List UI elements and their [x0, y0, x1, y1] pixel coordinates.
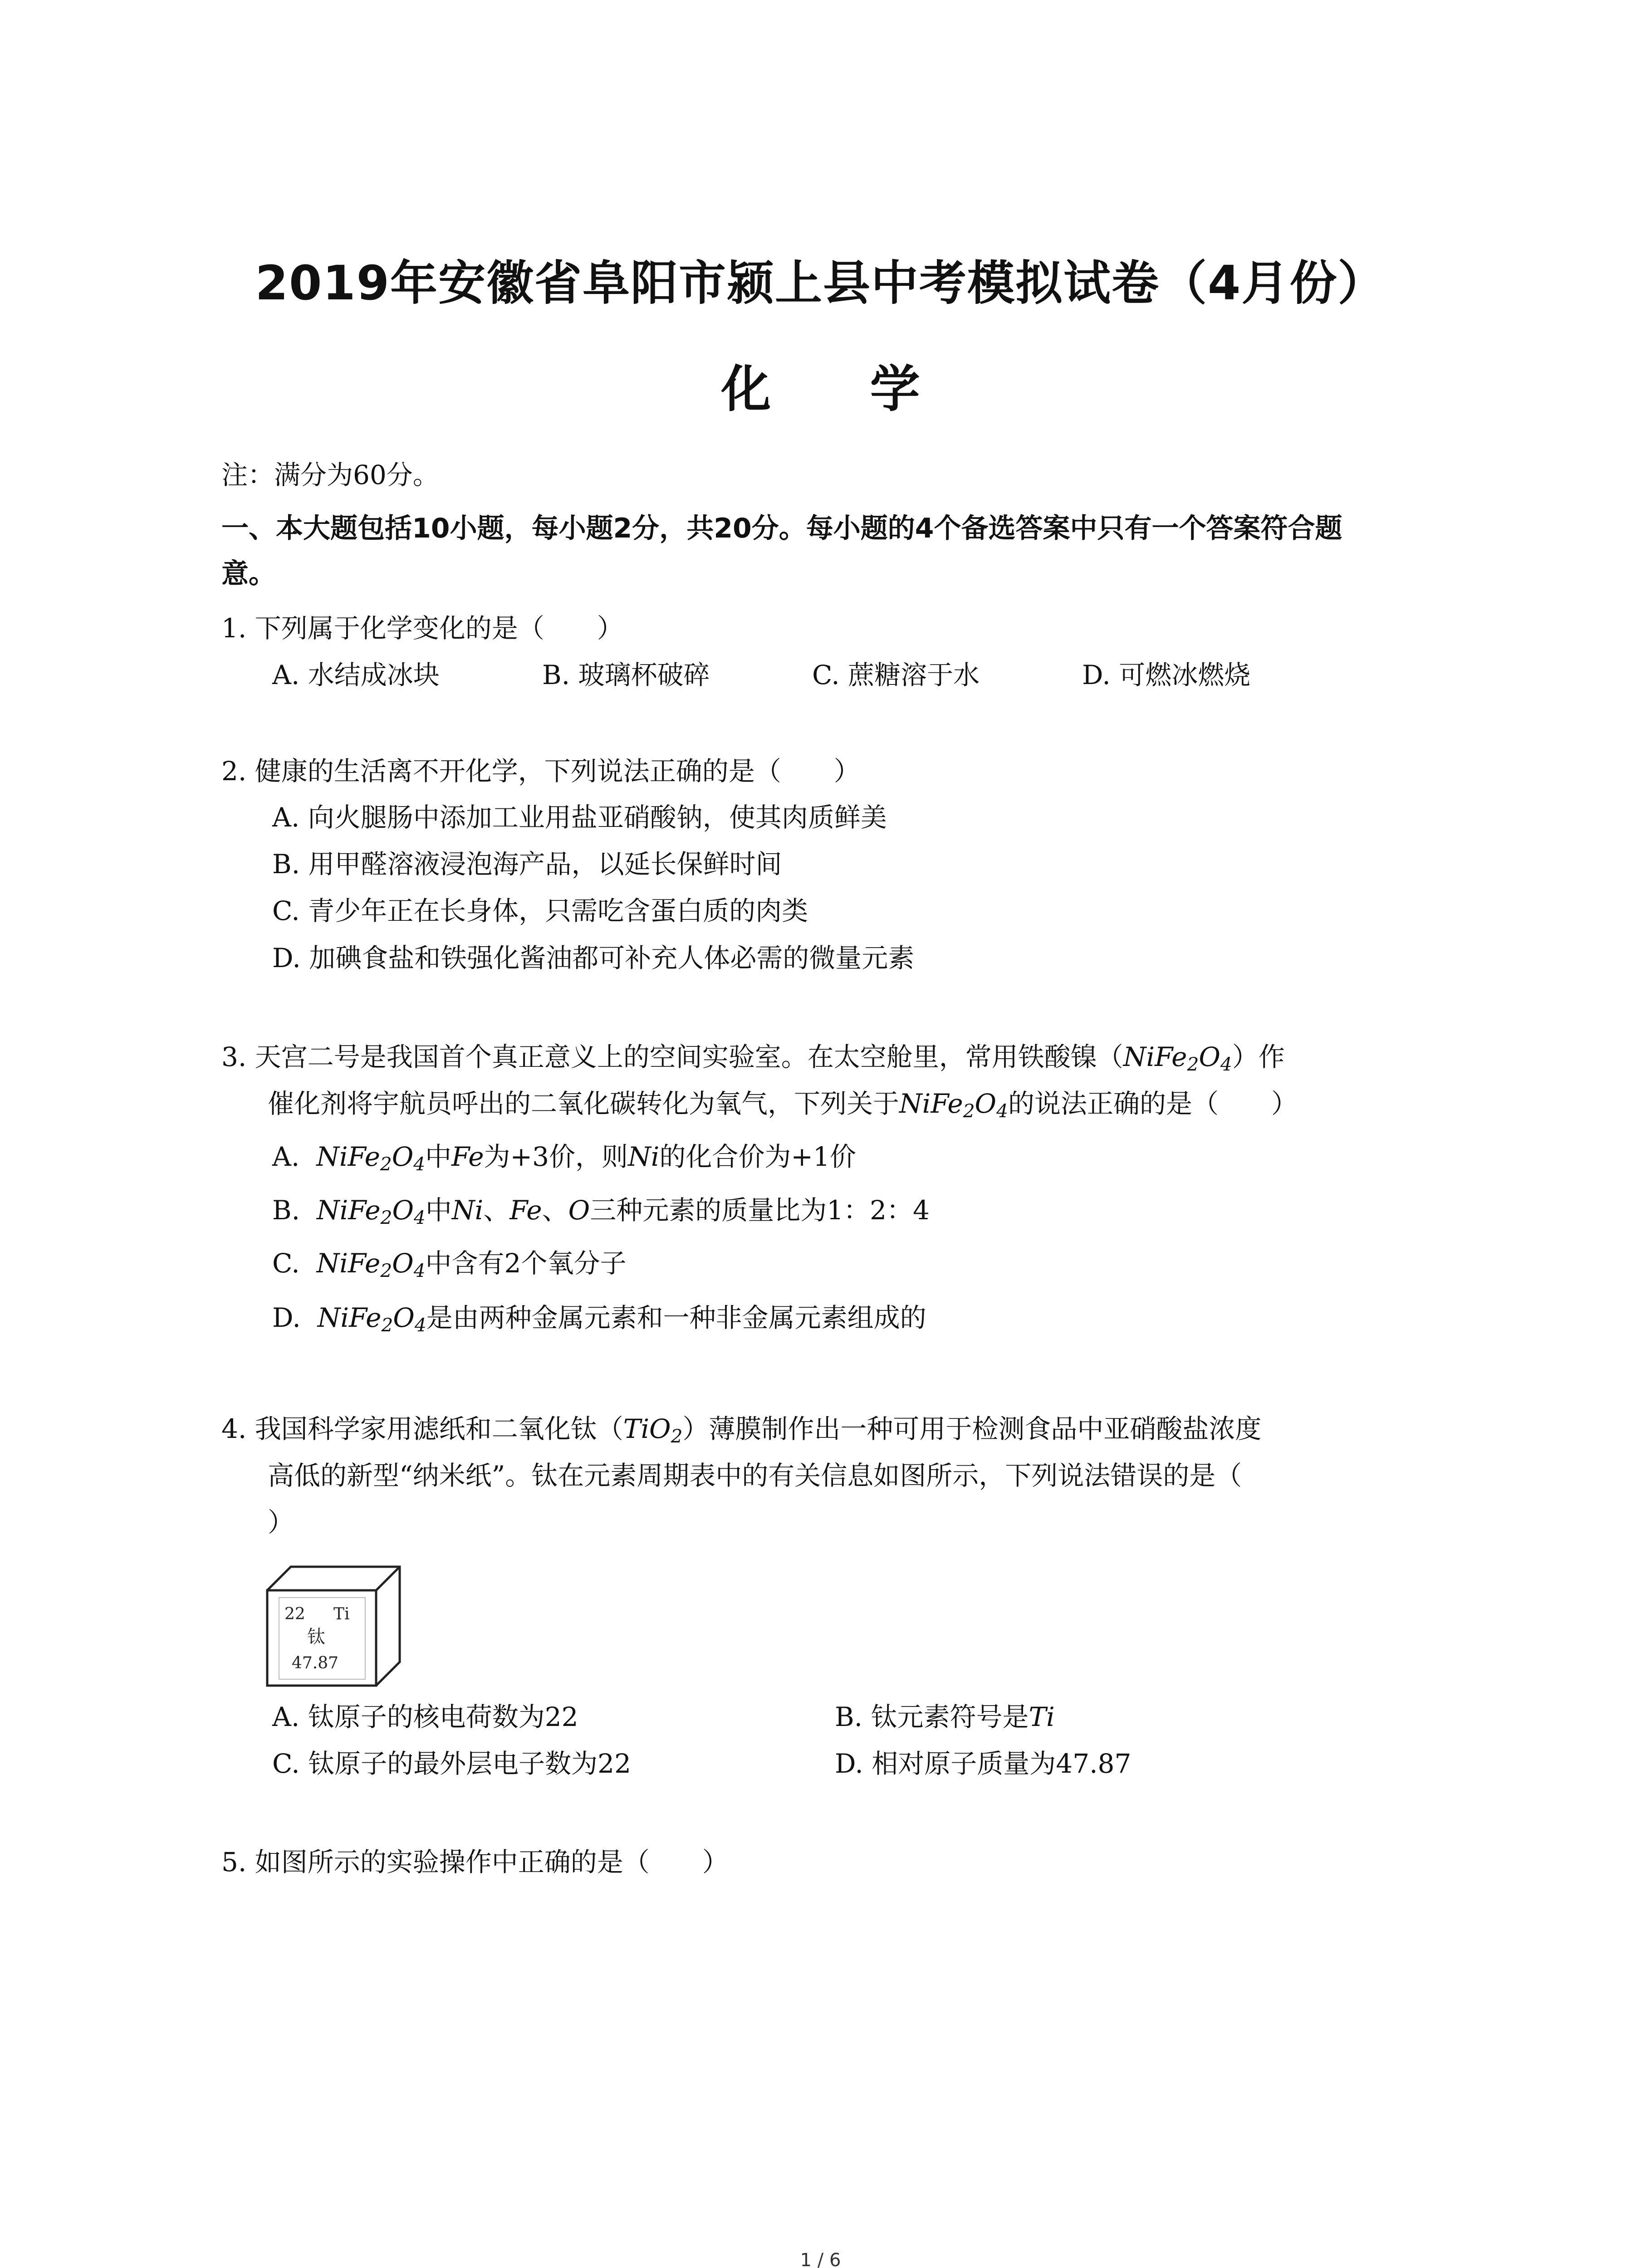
formula-nife: NiFe — [317, 1302, 382, 1333]
option-text: B. 钛元素符号是 — [835, 1701, 1029, 1732]
formula-sub: 2 — [380, 1260, 392, 1282]
formula-o: O — [1199, 1041, 1220, 1072]
question-2-stem: 2. 健康的生活离不开化学，下列说法正确的是（ ） — [221, 756, 860, 787]
exam-title: 2019年安徽省阜阳市颍上县中考模拟试卷（4月份） — [255, 255, 1386, 311]
question-3-stem-line1 — [221, 1039, 1285, 1082]
q3-stem2-text-a: 催化剂将宇航员呼出的二氧化碳转化为氧气，下列关于 — [268, 1088, 900, 1119]
formula-ni: Ni — [628, 1141, 660, 1172]
option-text: 是由两种金属元素和一种非金属元素组成的 — [426, 1302, 926, 1333]
question-1-option-c: C. 蔗糖溶于水 — [812, 660, 980, 690]
q3-formula — [316, 1248, 426, 1282]
section-instruction-line2: 意。 — [221, 558, 276, 590]
question-2-option-a: A. 向火腿肠中添加工业用盐亚硝酸钠，使其肉质鲜美 — [272, 802, 887, 833]
question-1-option-a: A. 水结成冰块 — [272, 660, 440, 690]
question-1-option-b: B. 玻璃杯破碎 — [542, 660, 710, 690]
question-4-option-d: D. 相对原子质量为47.87 — [835, 1748, 1132, 1779]
element-atomic-mass: 47.87 — [292, 1654, 339, 1672]
formula-nife: NiFe — [316, 1248, 381, 1279]
question-3-option-d — [272, 1300, 926, 1343]
q3-formula — [316, 1141, 426, 1175]
q4-stem-text-b: ）薄膜制作出一种可用于检测食品中亚硝酸盐浓度 — [682, 1413, 1262, 1444]
question-4-stem-line1 — [221, 1411, 1261, 1454]
element-card-edge — [376, 1567, 400, 1590]
q3-formula — [899, 1088, 1008, 1122]
formula-o: O — [975, 1088, 997, 1119]
formula-fe: Fe — [451, 1141, 484, 1172]
element-atomic-number: 22 — [284, 1605, 305, 1623]
option-text: 为+3价，则 — [484, 1141, 628, 1172]
option-label: C. — [272, 1248, 300, 1279]
formula-sub: 4 — [413, 1260, 426, 1282]
question-2-option-d: D. 加碘食盐和铁强化酱油都可补充人体必需的微量元素 — [272, 943, 915, 973]
score-note: 注：满分为60分。 — [221, 459, 439, 490]
formula-nife: NiFe — [1123, 1041, 1187, 1072]
q3-stem2-text-b: 的说法正确的是（ ） — [1008, 1088, 1298, 1119]
question-4-option-a: A. 钛原子的核电荷数为22 — [272, 1701, 578, 1732]
option-label: D. — [272, 1302, 301, 1333]
formula-o: O — [392, 1248, 414, 1279]
formula-nife: NiFe — [316, 1195, 381, 1226]
formula-sub: 4 — [414, 1207, 426, 1229]
question-2-option-b: B. 用甲醛溶液浸泡海产品，以延长保鲜时间 — [272, 849, 782, 880]
option-text: 三种元素的质量比为1：2：4 — [590, 1195, 930, 1226]
q4-stem-text-a: 4. 我国科学家用滤纸和二氧化钛（ — [221, 1413, 623, 1444]
q3-stem-text-b: ）作 — [1232, 1041, 1285, 1072]
element-symbol: Ti — [333, 1605, 350, 1623]
option-label: A. — [272, 1141, 300, 1172]
q4-formula-tio2 — [623, 1413, 683, 1447]
formula-sub: 2 — [380, 1207, 392, 1229]
formula-sub: 4 — [414, 1314, 426, 1336]
formula-tio: TiO — [623, 1413, 671, 1444]
element-titanium-card — [265, 1565, 402, 1687]
formula-ni: Ni — [451, 1195, 484, 1226]
option-text: 、 — [483, 1195, 510, 1226]
page-number: 1 / 6 — [800, 2250, 841, 2268]
section-instruction-line1: 一、本大题包括10小题，每小题2分，共20分。每小题的4个备选答案中只有一个答案符合题 — [221, 513, 1342, 544]
formula-sub: 4 — [1220, 1053, 1232, 1075]
option-text: 中含有2个氧分子 — [425, 1248, 627, 1279]
formula-fe: Fe — [509, 1195, 542, 1226]
option-text: 中 — [425, 1195, 452, 1226]
formula-nife: NiFe — [316, 1141, 380, 1172]
option-text: 、 — [542, 1195, 568, 1226]
option-text: 的化合价为+1价 — [659, 1141, 856, 1172]
subject-title: 化 学 — [721, 360, 961, 418]
question-4-stem-line2: 高低的新型“纳米纸”。钛在元素周期表中的有关信息如图所示，下列说法错误的是（ — [268, 1460, 1242, 1491]
question-2-option-c: C. 青少年正在长身体，只需吃含蛋白质的肉类 — [272, 895, 808, 926]
question-4-stem-line3: ） — [268, 1507, 294, 1538]
question-5-stem: 5. 如图所示的实验操作中正确的是（ ） — [221, 1847, 729, 1877]
formula-nife: NiFe — [899, 1088, 963, 1119]
q3-stem-text-a: 3. 天宫二号是我国首个真正意义上的空间实验室。在太空舱里，常用铁酸镍（ — [221, 1041, 1123, 1072]
question-3-option-a — [272, 1139, 856, 1182]
element-name: 钛 — [307, 1627, 325, 1647]
question-1-option-d: D. 可燃冰燃烧 — [1082, 660, 1251, 690]
question-1-stem: 1. 下列属于化学变化的是（ ） — [221, 613, 623, 644]
question-3-option-b — [272, 1192, 930, 1236]
formula-o: O — [392, 1195, 414, 1226]
question-4-option-c: C. 钛原子的最外层电子数为22 — [272, 1748, 631, 1779]
formula-o: O — [568, 1195, 590, 1226]
q3-formula — [317, 1302, 426, 1336]
question-4-option-b — [835, 1699, 1055, 1735]
formula-sub: 2 — [1187, 1053, 1199, 1075]
section-instruction — [221, 506, 1460, 596]
option-label: B. — [272, 1195, 300, 1226]
formula-sub: 4 — [413, 1153, 426, 1175]
q3-formula — [316, 1195, 426, 1229]
question-3-stem-line2 — [268, 1085, 1298, 1129]
formula-o: O — [392, 1141, 414, 1172]
formula-ti: Ti — [1029, 1701, 1055, 1732]
formula-sub: 4 — [996, 1100, 1008, 1122]
formula-o: O — [393, 1302, 415, 1333]
formula-sub: 2 — [671, 1425, 683, 1447]
q3-formula — [1123, 1041, 1232, 1075]
formula-sub: 2 — [963, 1100, 975, 1122]
formula-sub: 2 — [380, 1153, 392, 1175]
question-3-option-c — [272, 1245, 626, 1289]
option-text: 中 — [425, 1141, 452, 1172]
formula-sub: 2 — [381, 1314, 393, 1336]
